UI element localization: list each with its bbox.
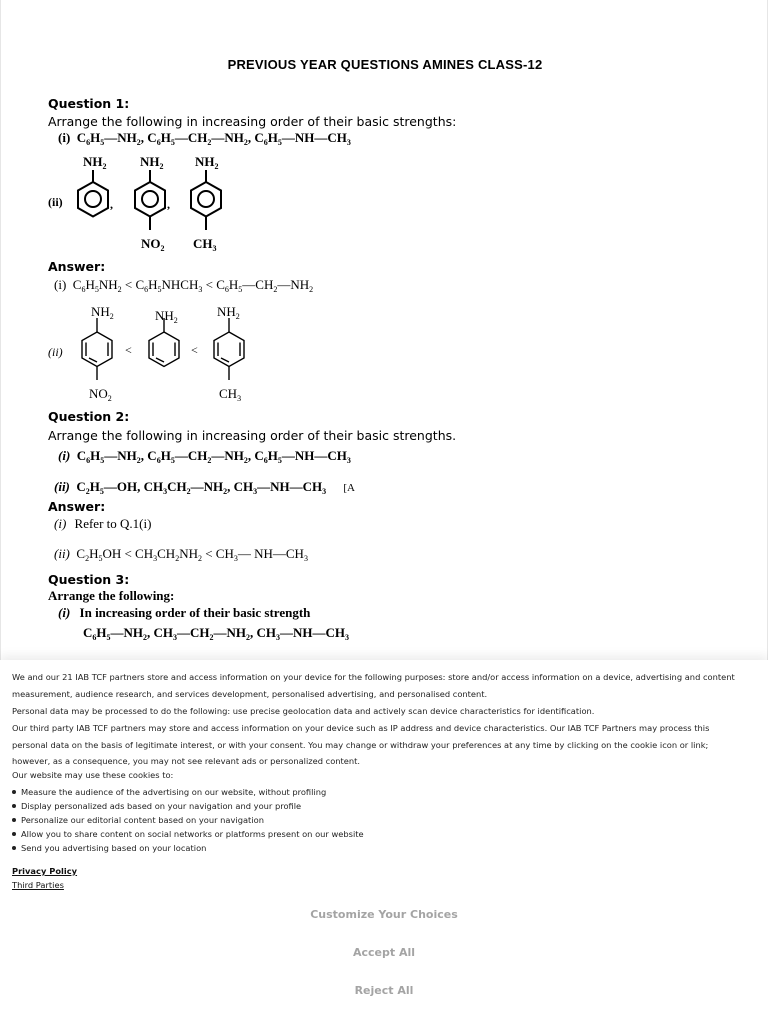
q2-part-ii — [54, 479, 355, 496]
bullet-icon — [12, 832, 16, 836]
q1-answer-structures — [69, 300, 259, 408]
q2-answer-i-label: (i) — [54, 516, 67, 531]
page-title: PREVIOUS YEAR QUESTIONS AMINES CLASS-12 — [227, 57, 543, 72]
consent-purpose-text: Send you advertising based on your location — [21, 843, 207, 853]
bullet-icon — [12, 790, 16, 794]
q1-answer-i-order: $C_6H_5NH_2$ < $C_6H_5NHCH_3$ < $C_6H_5—CH_2—NH_2$ — [69, 277, 314, 294]
q2-prompt: Arrange the following in increasing order of their basic strengths. — [48, 428, 457, 443]
q1-amine-label-3: $NH_2$ — [195, 154, 219, 171]
q1-part-ii-label: (ii) — [48, 195, 63, 209]
q1-heading: Question 1: — [48, 96, 130, 111]
third-parties-link[interactable]: Third Parties — [12, 880, 64, 890]
q2-part-ii-compounds: $C_2H_5—OH$, $CH_3CH_2—NH_2$, $CH_3—NH—CH_3$ — [73, 479, 327, 496]
consent-purpose-item — [12, 801, 301, 811]
q1-answer-ii-label: (ii) — [48, 345, 63, 359]
q3-part-i — [58, 605, 310, 621]
consent-purpose-item — [12, 829, 364, 839]
consent-text-line: Our third party IAB TCF partners may store and access information on your device such as IP address and device characteristics. Our IAB TCF Partners may process this — [12, 723, 710, 733]
q1-less-than-1: < — [125, 343, 132, 357]
q2-part-ii-label: (ii) — [54, 479, 70, 494]
q1-methyl-label: $CH_3$ — [193, 236, 217, 253]
q2-answer-i-text: Refer to Q.1(i) — [74, 516, 152, 531]
consent-purpose-text: Measure the audience of the advertising on our website, without profiling — [21, 787, 327, 797]
q1-answer-methyl: $CH_3$ — [219, 386, 242, 403]
consent-text-line: measurement, audience research, and services development, personalised advertising, and personalised content. — [12, 689, 488, 699]
bullet-icon — [12, 804, 16, 808]
q1-part-i-label: (i) — [58, 130, 71, 145]
accept-all-button[interactable]: Accept All — [352, 946, 416, 959]
q1-nitro-label: $NO_2$ — [141, 236, 165, 253]
q1-amine-label-1: $NH_2$ — [83, 154, 107, 171]
q2-answer-ii-label: (ii) — [54, 546, 70, 561]
q2-answer-ii-order: $C_2H_5OH < CH_3CH_2NH_2$ < $CH_3—$ $NH—CH_3$ — [73, 546, 308, 563]
q3-subheading: Arrange the following: — [48, 588, 175, 603]
q1-prompt: Arrange the following in increasing order of their basic strengths: — [48, 114, 457, 129]
q2-part-i-compounds: $C_6H_5—NH_2$, $C_6H_5—CH_2—NH_2$, $C_6H_5—NH—CH_3$ — [73, 448, 351, 465]
q1-answer-i — [54, 277, 313, 294]
q1-benzene-structures — [75, 152, 235, 264]
svg-text:,: , — [110, 197, 113, 211]
bullet-icon — [12, 818, 16, 822]
q2-heading: Question 2: — [48, 409, 130, 424]
q1-amine-label-2: $NH_2$ — [140, 154, 164, 171]
svg-text:,: , — [167, 197, 170, 211]
consent-purpose-text: Allow you to share content on social networks or platforms present on our website — [21, 829, 364, 839]
reject-all-button[interactable]: Reject All — [354, 984, 414, 997]
consent-purpose-item — [12, 843, 206, 853]
customize-choices-button[interactable]: Customize Your Choices — [310, 908, 458, 921]
q3-part-i-label: (i) — [58, 605, 71, 620]
consent-text-line: however, as a consequence, you may not see relevant ads or personalized content. — [12, 756, 361, 766]
consent-text-line: We and our 21 IAB TCF partners store and access information on your device for the following purposes: store and/or access information on a device, advertising and content — [12, 672, 735, 682]
q1-less-than-2: < — [191, 343, 198, 357]
consent-purpose-item — [12, 815, 264, 825]
q2-answer-i — [54, 516, 151, 532]
privacy-policy-link[interactable]: Privacy Policy — [12, 866, 78, 876]
bullet-icon — [12, 846, 16, 850]
consent-purpose-text: Personalize our editorial content based on your navigation — [21, 815, 264, 825]
q1-part-i-compounds: $C_6H_5—NH_2$, $C_6H_5—CH_2—NH_2$, $C_6H_5—NH—CH_3$ — [73, 130, 351, 147]
consent-purpose-text: Display personalized ads based on your navigation and your profile — [21, 801, 302, 811]
q1-answer-i-label: (i) — [54, 277, 67, 292]
q3-part-i-text: In increasing order of their basic strength — [79, 605, 311, 620]
q2-trailing-mark: [A — [343, 482, 355, 494]
q3-part-i-compounds: $C_6H_5—NH_2$, $CH_3—CH_2—NH_2$, $CH_3—NH—CH_3$ — [83, 625, 350, 642]
consent-text-line: personal data on the basis of legitimate interest, or with your consent. You may change or withdraw your preferences at any time by clicking on the cookie icon or link; — [12, 740, 709, 750]
q1-answer-nitro: $NO_2$ — [89, 386, 112, 403]
q2-part-i-label: (i) — [58, 448, 71, 463]
q3-heading: Question 3: — [48, 572, 130, 587]
q1-answer-amine-2: $NH_2$ — [155, 308, 178, 325]
cookie-consent-banner — [0, 660, 768, 1024]
q2-part-i — [58, 448, 351, 465]
consent-text-line: Personal data may be processed to do the following: use precise geolocation data and actively scan device characteristics for identification. — [12, 706, 595, 716]
q1-answer-heading: Answer: — [48, 259, 106, 274]
q1-answer-amine-1: $NH_2$ — [91, 304, 114, 321]
q2-answer-ii — [54, 546, 308, 563]
q2-answer-heading: Answer: — [48, 499, 106, 514]
q1-part-i — [58, 130, 351, 147]
consent-text-line: Our website may use these cookies to: — [12, 770, 174, 780]
q1-answer-amine-3: $NH_2$ — [217, 304, 240, 321]
consent-purpose-item — [12, 787, 326, 797]
